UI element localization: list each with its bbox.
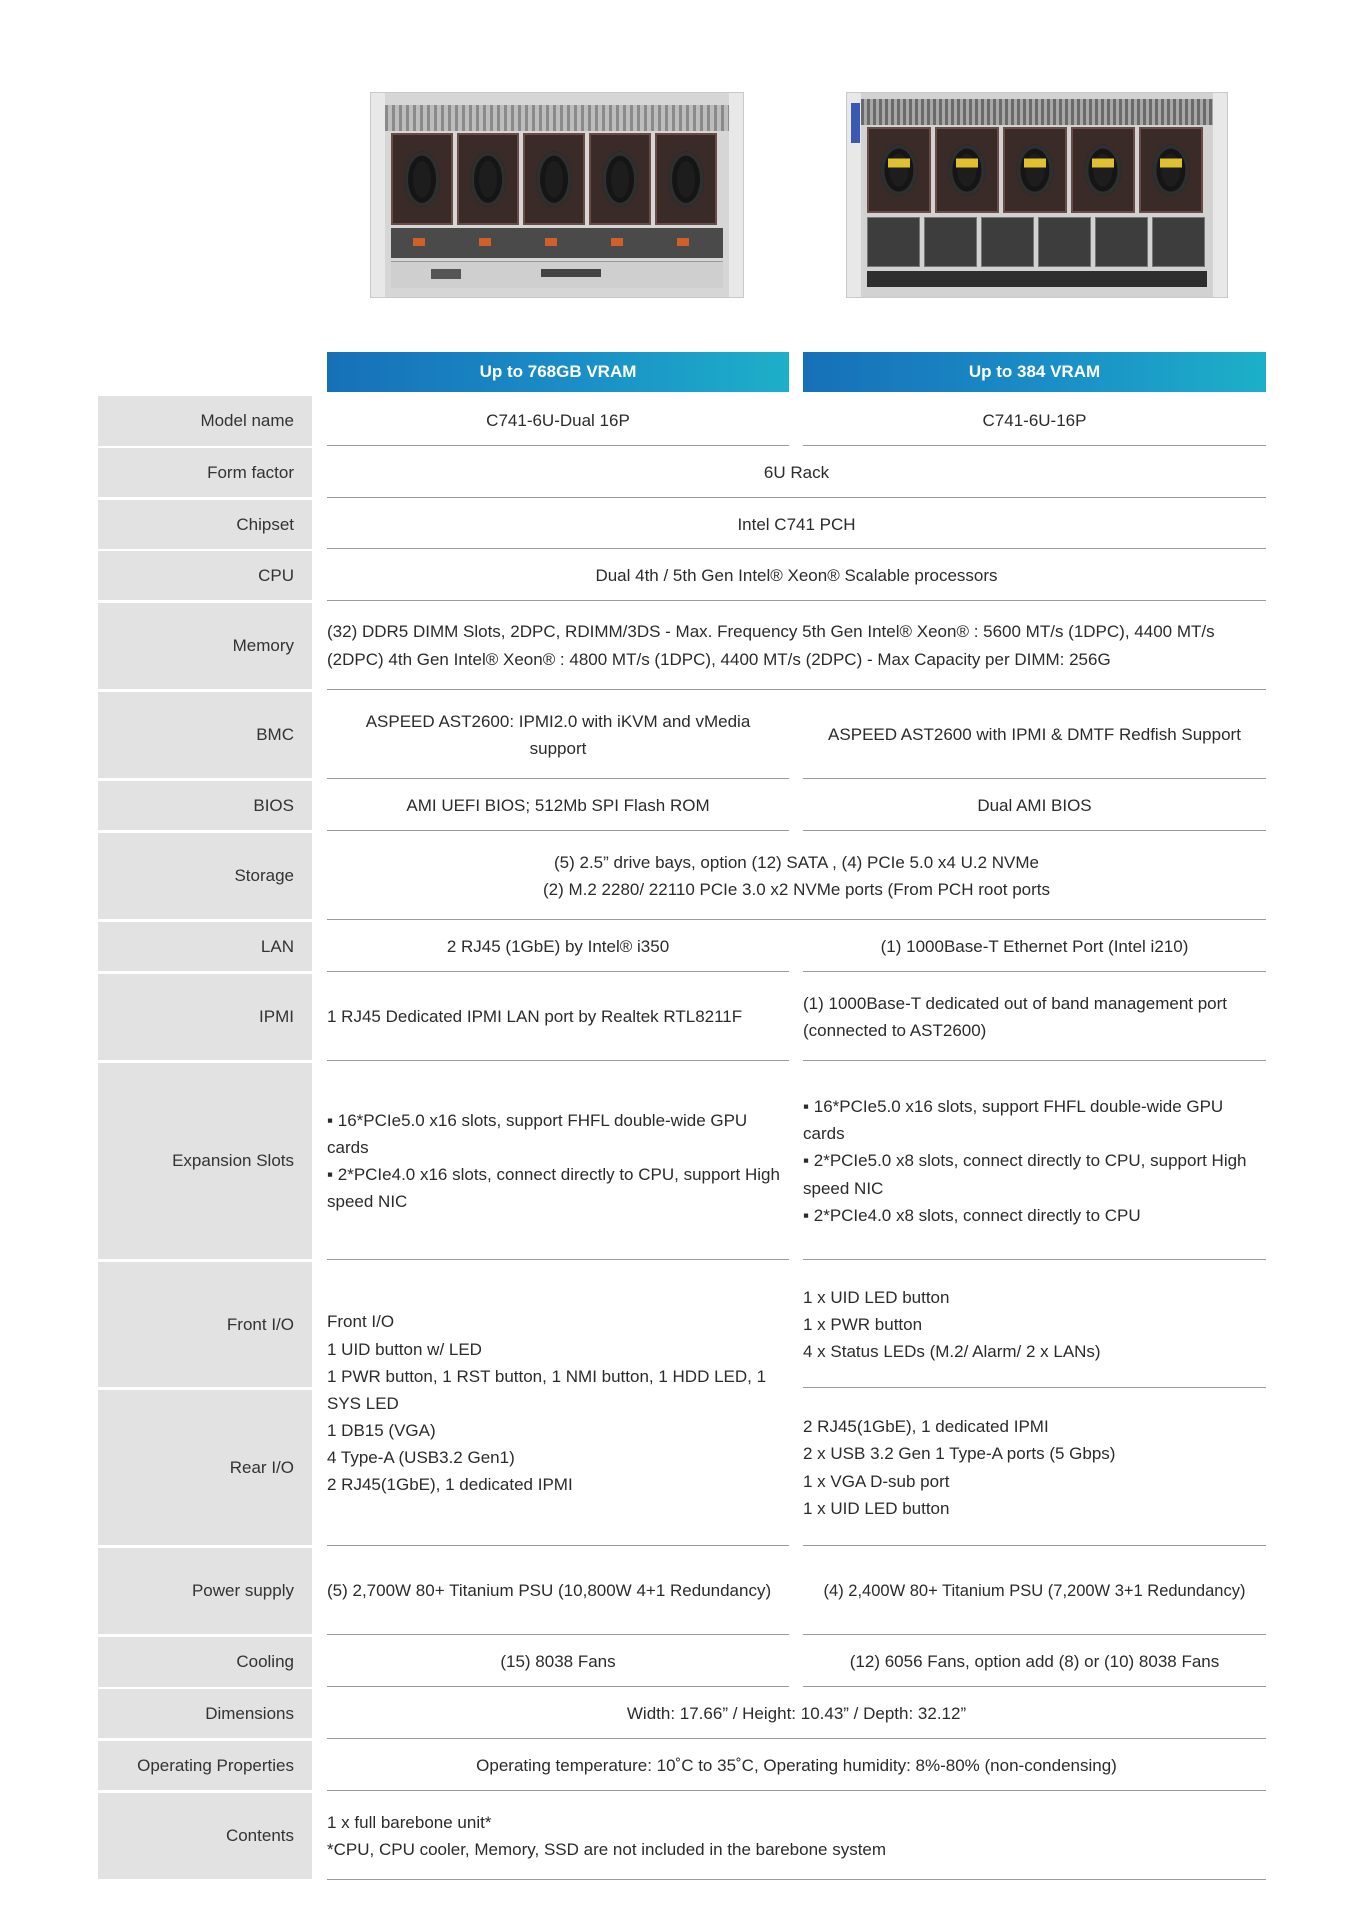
divider xyxy=(327,445,789,446)
divider xyxy=(803,1686,1266,1687)
divider xyxy=(327,778,789,779)
io-col1 xyxy=(327,1262,789,1545)
io-col1-item: Front I/O xyxy=(327,1312,395,1332)
io-col1-item: 2 RJ45(1GbE), 1 dedicated IPMI xyxy=(327,1475,573,1495)
front-io-col2 xyxy=(803,1262,1266,1387)
rear-io-col2-item: 1 x VGA D-sub port xyxy=(803,1471,950,1491)
row-label-ipmi: IPMI xyxy=(98,974,312,1060)
row-label-form-factor: Form factor xyxy=(98,448,312,497)
bmc-col2: ASPEED AST2600 with IPMI & DMTF Redfish Support xyxy=(828,725,1241,745)
power-col1 xyxy=(327,1548,789,1634)
io-col1-item: 1 PWR button, 1 RST button, 1 NMI button, 1 HDD LED, 1 SYS LED xyxy=(327,1366,767,1413)
row-label-model-name: Model name xyxy=(98,396,312,446)
rear-io-col2-item: 1 x UID LED button xyxy=(803,1498,950,1518)
cooling-col2: (12) 6056 Fans, option add (8) or (10) 8038 Fans xyxy=(849,1652,1220,1672)
contents-line1: 1 x full barebone unit* xyxy=(327,1812,492,1832)
expansion-col2-item: ▪ 2*PCIe4.0 x8 slots, connect directly to CPU xyxy=(803,1205,1141,1225)
memory-text: (32) DDR5 DIMM Slots, 2DPC, RDIMM/3DS - Max. Frequency 5th Gen Intel® Xeon® : 5600 MT/s (1DPC), 4400 MT/s (2DPC) 4th Gen Intel® Xeon® : 4800 MT/s (1DPC), 4400 MT/s (2DPC) - Max Capacity per DIMM: 256G xyxy=(327,622,1215,669)
power-col1-text: (5) 2,700W 80+ Titanium PSU (10,800W 4+1 Redundancy) xyxy=(327,1581,772,1601)
divider xyxy=(327,1634,789,1635)
lan-col1: 2 RJ45 (1GbE) by Intel® i350 xyxy=(446,936,670,956)
bios-col2: Dual AMI BIOS xyxy=(977,795,1092,815)
rear-io-col2-item: 2 x USB 3.2 Gen 1 Type-A ports (5 Gbps) xyxy=(803,1444,1116,1464)
divider xyxy=(803,778,1266,779)
divider xyxy=(327,497,1266,498)
power-col2: (4) 2,400W 80+ Titanium PSU (7,200W 3+1 Redundancy) xyxy=(823,1581,1246,1600)
contents-value xyxy=(327,1793,1266,1879)
row-label-dimensions: Dimensions xyxy=(98,1689,312,1738)
ipmi-col2-text: (1) 1000Base-T dedicated out of band management port (connected to AST2600) xyxy=(803,993,1228,1040)
row-label-bmc: BMC xyxy=(98,692,312,778)
divider xyxy=(327,1545,789,1546)
io-col1-item: 4 Type-A (USB3.2 Gen1) xyxy=(327,1448,515,1468)
operating-value: Operating temperature: 10˚C to 35˚C, Operating humidity: 8%-80% (non-condensing) xyxy=(476,1755,1117,1775)
divider xyxy=(327,1259,789,1260)
product-image-right xyxy=(846,92,1228,298)
divider xyxy=(327,689,1266,690)
model-name-col1: C741-6U-Dual 16P xyxy=(486,411,630,431)
row-label-chipset: Chipset xyxy=(98,500,312,549)
divider xyxy=(327,830,789,831)
divider xyxy=(803,1060,1266,1061)
row-label-storage: Storage xyxy=(98,833,312,919)
expansion-col2 xyxy=(803,1063,1266,1259)
row-label-lan: LAN xyxy=(98,922,312,971)
divider xyxy=(327,548,1266,549)
divider xyxy=(327,1060,789,1061)
cooling-col1: (15) 8038 Fans xyxy=(500,1652,616,1672)
front-io-col2-item: 4 x Status LEDs (M.2/ Alarm/ 2 x LANs) xyxy=(803,1342,1101,1362)
row-label-cooling: Cooling xyxy=(98,1637,312,1687)
storage-line1: (5) 2.5” drive bays, option (12) SATA , (4) PCIe 5.0 x4 U.2 NVMe xyxy=(553,852,1039,872)
column-header-768gb: Up to 768GB VRAM xyxy=(327,352,789,392)
expansion-col2-item: ▪ 2*PCIe5.0 x8 slots, connect directly to CPU, support High speed NIC xyxy=(803,1151,1247,1198)
row-label-power-supply: Power supply xyxy=(98,1548,312,1634)
row-label-memory: Memory xyxy=(98,603,312,689)
row-label-operating-properties: Operating Properties xyxy=(98,1741,312,1790)
lan-col2: (1) 1000Base-T Ethernet Port (Intel i210) xyxy=(880,936,1189,956)
divider xyxy=(327,971,789,972)
bmc-col1-text: ASPEED AST2600: IPMI2.0 with iKVM and vMedia support xyxy=(365,711,751,758)
storage-value xyxy=(327,833,1266,919)
expansion-col2-item: ▪ 16*PCIe5.0 x16 slots, support FHFL double-wide GPU cards xyxy=(803,1097,1224,1144)
front-io-col2-item: 1 x PWR button xyxy=(803,1314,923,1334)
ipmi-col2 xyxy=(803,974,1266,1060)
row-label-bios: BIOS xyxy=(98,781,312,830)
expansion-col1-item: ▪ 16*PCIe5.0 x16 slots, support FHFL double-wide GPU cards xyxy=(327,1110,748,1157)
contents-line2: *CPU, CPU cooler, Memory, SSD are not included in the barebone system xyxy=(327,1840,887,1859)
io-col1-item: 1 DB15 (VGA) xyxy=(327,1421,436,1441)
ipmi-col1: 1 RJ45 Dedicated IPMI LAN port by Realtek RTL8211F xyxy=(327,1007,743,1027)
storage-line2: (2) M.2 2280/ 22110 PCIe 3.0 x2 NVMe ports (From PCH root ports xyxy=(542,880,1051,899)
bios-col1: AMI UEFI BIOS; 512Mb SPI Flash ROM xyxy=(406,795,710,815)
row-label-expansion-slots: Expansion Slots xyxy=(98,1063,312,1259)
dimensions-value: Width: 17.66” / Height: 10.43” / Depth: 32.12” xyxy=(626,1703,967,1723)
divider xyxy=(327,1738,1266,1739)
divider xyxy=(803,1259,1266,1260)
bmc-col1 xyxy=(327,692,789,778)
divider xyxy=(803,1545,1266,1546)
divider xyxy=(327,1790,1266,1791)
divider xyxy=(803,971,1266,972)
row-label-front-io: Front I/O xyxy=(98,1262,312,1387)
memory-value xyxy=(327,603,1266,689)
model-name-col2: C741-6U-16P xyxy=(982,411,1087,431)
row-label-rear-io: Rear I/O xyxy=(98,1390,312,1545)
row-label-cpu: CPU xyxy=(98,551,312,600)
cpu-value: Dual 4th / 5th Gen Intel® Xeon® Scalable processors xyxy=(595,565,998,585)
product-image-left xyxy=(370,92,744,298)
io-col1-item: 1 UID button w/ LED xyxy=(327,1339,482,1359)
divider xyxy=(327,1686,789,1687)
column-header-384: Up to 384 VRAM xyxy=(803,352,1266,392)
divider xyxy=(803,1387,1266,1388)
divider xyxy=(803,1634,1266,1635)
divider xyxy=(327,1879,1266,1880)
row-label-contents: Contents xyxy=(98,1793,312,1879)
rear-io-col2 xyxy=(803,1390,1266,1545)
expansion-col1-item: ▪ 2*PCIe4.0 x16 slots, connect directly to CPU, support High speed NIC xyxy=(327,1165,780,1212)
divider xyxy=(327,600,1266,601)
rear-io-col2-item: 2 RJ45(1GbE), 1 dedicated IPMI xyxy=(803,1417,1049,1437)
front-io-col2-item: 1 x UID LED button xyxy=(803,1287,950,1307)
divider xyxy=(803,830,1266,831)
chipset-value: Intel C741 PCH xyxy=(737,514,856,534)
divider xyxy=(803,445,1266,446)
form-factor-value: 6U Rack xyxy=(763,462,830,482)
divider xyxy=(327,919,1266,920)
expansion-col1 xyxy=(327,1063,789,1259)
